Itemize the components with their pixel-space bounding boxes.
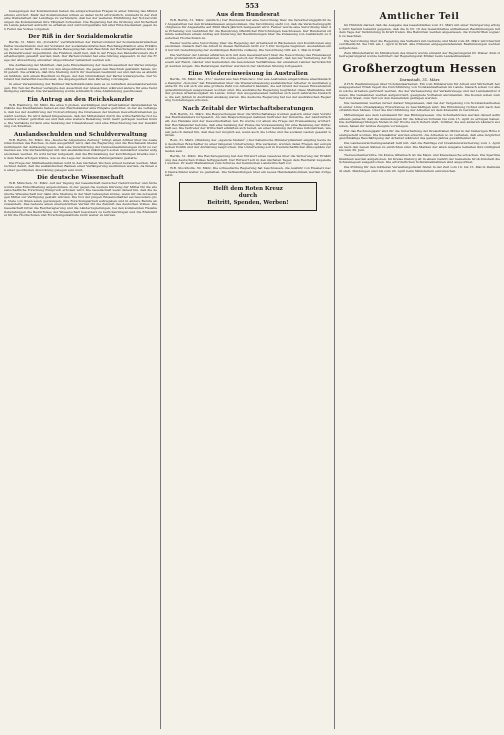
article-paragraph: Die Prüfung für den mittleren Verwaltungsdienst findet in der Zeit vom 10. bis 15. Mai in Darmstadt statt. Meldungen sind bis zum 20. April beim Ministerium einzureichen. — [339, 165, 500, 173]
article-paragraph: Die Gemeinden werden ferner darauf hingewiesen, daß bei der Vergebung von Notstandsarbeiten in erster Linie ortsansässige Erwerbslose zu beschäftigen sind. Die Entlohnung richtet sich nach den ortsüblichen Sätzen. Über die Durchführung der Arbeiten ist dem Kreisamt zu berichten. — [339, 101, 500, 113]
article-paragraph: Die Verordnung über die Regelung des Verkehrs mit Getreide und Mehl vom 28. März wird hiermit veröffentlicht. Sie tritt am 1. April in Kraft. Alle früheren entgegenstehenden Bestimmungen werden aufgehoben. — [339, 38, 500, 50]
article-paragraph: W.B. Berlin, 30. März. Die „Deutsche Allgemeine Zeitung“ bringt einen Artikel über die Auslandsschulden des Reiches, in dem ausgeführt wird, daß die Regierung und die Reichsbank übereinstimmend der Auffassung seien, daß eine Verschärfung der Devisenbestimmungen nicht zu vermeiden sei. Die Verhandlungen mit den ausländischen Gläubigern sollen demnächst wieder aufgenommen werden. Es wird ferner mitgeteilt, daß die Rückzahlung der kurzfristigen Kredite nur in dem Maße erfolgen könne, wie es die Lage der deutschen Zahlungsbilanz gestatte. — [4, 137, 157, 160]
article — [4, 97, 157, 129]
article-heading: Ein Antrag an den Reichskanzler — [27, 96, 134, 103]
column-divider — [160, 10, 161, 729]
article-paragraph: Im Hinblick darauf, daß die Ausgabe des Gesetzblattes vom 31. März mit einer Verzögerung erfolgt, wird hiermit bekannt gegeben, daß die in Nr. 16 des Gesetzblattes enthaltenen Bestimmungen mit dem Tage der Verkündung in Kraft treten. Die Behörden werden angewiesen, die Vorschriften sogleich zu beachten. — [339, 23, 500, 38]
article-paragraph: Die Frage der Stillhalteabkommen wird in den nächsten Wochen erneut beraten werden. Man rechnet damit, daß die ausländischen Banken einer Verlängerung zustimmen werden, da ihnen an einer geordneten Abwicklung gelegen sein muß. — [4, 160, 157, 172]
article-paragraph: Zum Ministerialrat im Ministerium des Innern wurde ernannt der Regierungsrat Dr. Weber. Zum Oberregierungsrat wurde befördert der Regierungsrat Müller beim Landesfinanzamt. — [339, 50, 500, 59]
page-number: 553 — [245, 2, 259, 10]
column-right — [339, 10, 500, 729]
article — [339, 12, 500, 59]
advertisement-line: Beitritt, Spenden, Werben! — [207, 200, 289, 207]
article-paragraph: Die Auffassung der Mehrheit, daß jede Einzelmeinung der Geschlossenheit der Partei untergeordnet werden müsse, wird von den Abgeordneten, die gegen den Beschluß gestimmt haben, nicht geteilt. Sie erklären, daß ihre Stellung durch ihr Gewissen bestimmt sei und daß sie es ablehnen müßten, sich einem Beschluß zu fügen, der den Grundsätzen der Partei widerspreche. Der Vorstand hat daraufhin beschlossen, die Angelegenheit dem Parteitag vorzulegen. — [4, 63, 157, 82]
column-divider — [334, 10, 335, 729]
article-paragraph: Die Vertreter der Länder erklärten sich mit dem Gesetzentwurf über die Neuordnung des Finanzausgleichs grundsätzlich einverstanden. Es wurde jedoch der Wunsch geäußert, daß bei der Verteilung der Steuern auf Reich, Länder und Gemeinden die besonderen Verhältnisse der einzelnen Länder berücksichtigt werden mögen. Die Beratungen darüber werden in der nächsten Sitzung fortgesetzt. — [165, 52, 331, 68]
advertisement-line: durch — [238, 192, 258, 199]
article-paragraph: Rom, 31. März. (Meldung der „Agenzia Stefani“.) Der italienische Ministerpräsident empfing heute den deutschen Botschafter zu einer längeren Unterredung. Wie verlautet, wurden dabei Fragen der europäischen Politik und der Abrüstung besprochen. Die Unterredung soll in freundschaftlicher Atmosphäre verlaufen sein. — [165, 138, 331, 153]
article-paragraph: Z.H.N. Bestimmungen über Notstandsarbeiten. Ein vom Ministerium für Arbeit und Wirtschaft herausgegebener Erlaß regelt die Durchführung von Notstandsarbeiten im Lande. Danach sollen vor allem solche Arbeiten gefördert werden, die der Verbesserung der Verkehrswege und der Landeskultur dienen. Die Gemeinden werden aufgefordert, geeignete Vorhaben anzumelden. Die Kosten sollen zum Teil vom Staat, zum Teil von den Gemeinden getragen werden. — [339, 81, 500, 101]
article-heading: Nach Zeitabl der Wirtschaftsberatungen — [182, 105, 314, 112]
article-heading: Auslandsschulden und Schuldverwaltung — [14, 131, 147, 138]
article — [165, 12, 331, 68]
article-paragraph: W.B. Stockholm, 30. März. Die schwedische Regierung hat beschlossen, die Ausfuhr von Eisenerz nach Deutschland weiter zu gestatten. Die Verhandlungen über ein neues Handelsabkommen werden fortgesetzt. — [165, 166, 331, 178]
article-heading: Aus dem Bundesrat — [216, 12, 280, 18]
article-paragraph: Berlin, 31. März. Die Reichsregierung hat den Entwurf eines Gesetzes über die Sicherung der Ernährung des deutschen Volkes fertiggestellt. Der Entwurf soll in den nächsten Tagen dem Reichsrat zugeleitet werden. Er sieht Maßnahmen zum Schutze der heimischen Landwirtschaft vor. — [165, 153, 331, 166]
article — [165, 71, 331, 103]
column-middle — [165, 10, 331, 729]
article-heading: Amtlicher Teil — [379, 12, 460, 22]
article — [4, 132, 157, 172]
article-paragraph: Berlin, 31. März. Im „Vorwärts“ veröffentlichen der Parteivorstand der Sozialdemokratischen Partei Deutschlands und der Vorstand der sozialdemokratischen Reichstagsfraktion eine Erklärung, in der es heißt: Die sozialistische Bewegung hat dem Beschluß der Reichstagsfraktion über den Panzerkreuzer zugestimmt, die Fraktion stellt fest, daß in der Frage des Panzerkreuzers die Parteidisziplin gewahrt werden muß. Der Parteivorstand hat eine Sitzung angesetzt, in der die Frage der Abweichung einzelner Abgeordneter behandelt werden soll. — [4, 40, 157, 63]
article — [4, 10, 157, 31]
red-cross-advertisement — [179, 182, 317, 212]
article-paragraph: W.B. München, 31. März. Auf der Tagung der Gesellschaft deutscher Naturforscher und Ärzte wurde eine Entschließung angenommen, in der gegen die weitere Kürzung der Mittel für die wissenschaftliche Forschung Einspruch erhoben wird. Die Gesellschaft weist darauf hin, daß die deutsche Wissenschaft nur dann ihre Stellung in der Welt behaupten könne, wenn ihr die notwendigen Mittel zur Verfügung gestellt würden. Die Not der jungen Wissenschaftler sei besonders groß. Viele von ihnen seien gezwungen, ihre Forschungsarbeit aufzugeben und in andere Berufe abzuwandern. Das bedeute einen unersetzlichen Verlust für die Zukunft des deutschen Volkes. Die Gesellschaft bittet die Reichsregierung und die Länderregierungen, bei den kommenden Haushaltsberatungen die Bedürfnisse der Wissenschaft besonders zu berücksichtigen und die Etatsmittel für die Hochschulen und Forschungsinstitute nicht weiter zu kürzen. — [4, 181, 157, 218]
article-heading: Großherzogtum Hessen — [342, 61, 497, 75]
article-paragraph: Tierseuchenberichte. Im Kreise Offenbach ist die Maul- und Klauenseuche erloschen. Die Sperrmaßnahmen werden aufgehoben. Im Kreise Dieburg ist in einem Gehöft der Gemeinde Groß-Umstadt die Schweinepest ausgebrochen. Die erforderlichen Schutzmaßnahmen sind angeordnet. — [339, 153, 500, 165]
article-heading: Der Riß in der Sozialdemokratie — [28, 34, 133, 41]
article-heading: Eine Wiedereinweisung in Australien — [188, 71, 308, 78]
article-paragraph: Die Landesversicherungsanstalt teilt mit, daß die Beiträge zur Invalidenversicherung vom 1. April an nach den neuen Sätzen zu entrichten sind. Die Marken der alten Ausgabe behalten ihre Gültigkeit bis zum 30. Juni. — [339, 141, 500, 153]
article — [4, 34, 157, 94]
article-paragraph: bewegungen der Kommunisten haben die entsprechenden Fragen in einer Sitzung des Ministeriums erörtert. Mehr der Kommunisten schien es daher nicht erforderlich, nunmehr in der Zeit eine Weiterarbeit der Landtage zu verhindern, daß bei der weiteren Einführung der Notverordnungen die Kommunisten ihre Tätigkeit fortsetzen. Die Regierung hat die Ordnung und Sicherheit im Lande jederzeit aufrecht zu erhalten und wird nötigenfalls mit aller Entschiedenheit gegen den Feind des Volkes vorgehen. — [4, 10, 157, 31]
article — [165, 106, 331, 178]
advertisement-line: Helft dem Roten Kreuz — [213, 185, 283, 192]
article — [165, 182, 331, 212]
article-paragraph: Für das Rechnungsjahr sind für die Unterhaltung der Kreisstraßen Mittel in der bisherigen Höhe bereitgestellt worden. Die Kreisämter werden ersucht, die Arbeiten so zu verteilen, daß eine möglichst gleichmäßige Beschäftigung der Arbeiter während des ganzen Jahres gewährleistet ist. — [339, 128, 500, 141]
article-paragraph: Mitteilungen aus dem Landesamt für das Bildungswesen. Die Schulbehörden werden darauf aufmerksam gemacht, daß die Anmeldungen für die höheren Schulen bis zum 15. April zu erfolgen haben. Die Aufnahmeprüfungen finden in der Woche nach Ostern statt. Schüler, die aus anderen Ländern zuziehen, haben ihr letztes Zeugnis vorzulegen. — [339, 113, 500, 128]
article-paragraph: Weiter wurde eine Verordnung über die Regelung der Arbeitszeit in Bäckereien und Konditoreien angenommen. Danach darf die Arbeit in diesen Betrieben nicht vor 5 Uhr morgens beginnen. Ausnahmen sind nur mit Genehmigung der zuständigen Behörde zulässig. Die Verordnung tritt am 1. Mai in Kraft. — [165, 40, 331, 52]
article — [339, 62, 500, 174]
article — [4, 175, 157, 217]
column-left — [4, 10, 157, 729]
article-paragraph: W.B. Hamburg, 30. März. Die etwa 3 großen, werktätigen und Arbeitnehmer darstellenden Verbände des Kleinhandels haben an den Reichskanzler eine Eingabe gerichtet, in der sie verlangen, daß bei der Ausführung der Notverordnung die Interessen der kleinen Gewerbetreibenden gewahrt werden. Es wird darauf hingewiesen, daß der Mittelstand durch die wirtschaftliche Not besonders schwer getroffen sei und daß eine weitere Belastung nicht mehr getragen werden könne. Die Verbände fordern eine Senkung der Umsatzsteuer und eine Erleichterung bei der Gewährung von Krediten. — [4, 102, 157, 129]
dateline: Darmstadt, 31. März — [399, 76, 440, 82]
article-heading: Die deutsche Wissenschaft — [37, 175, 124, 182]
article-paragraph: W.B. Berlin, 31. März. Die Besprechungen über die Wirtschaftslage wurden gestern unter dem Vorsitz des Reichskanzlers fortgesetzt. An den Besprechungen nahmen Vertreter der Industrie, der Landwirtschaft, des Handels und der Gewerkschaften teil. Es wurde vor allem die Frage der Preissenkung erörtert. Der Reichskanzler betonte, daß eine Senkung der Preise die Voraussetzung für eine Belebung der Wirtschaft sei. Die Vertreter der Wirtschaft erklärten sich bereit, an einer Senkung der Preise mitzuwirken, wiesen jedoch darauf hin, daß dies nur möglich sei, wenn auch die Löhne und die sozialen Lasten gesenkt würden. — [165, 111, 331, 138]
article-paragraph: In einer Versammlung der Berliner Parteifunktionäre kam es zu lebhaften Auseinandersetzungen. Ein Teil der Redner verlangte den Ausschluß der Abweichler, während andere für eine Verständigung eintraten. Die Versammlung wurde schließlich ohne Abstimmung geschlossen. — [4, 82, 157, 94]
article-paragraph: W.B. Berlin, 31. März. (Amtlich.) Der Bundesrat hat eine Verordnung über die Versicherungspflicht der Angestellten bei den Krankenkassen angenommen. Die Verordnung sieht vor, daß die Versicherungspflichtgrenze für Angestellte auf 3600 Mark jährlich festgesetzt wird. Ferner wurde eine Verordnung über die Erhebung von Gebühren für die Benutzung öffentlicher Einrichtungen beschlossen. Der Bundesrat stimmte außerdem einem Antrag auf Änderung der Bestimmungen über die Zulassung von Ausländern zu deutschen Hochschulen zu. — [165, 18, 331, 40]
article-paragraph: Berlin, 30. März. Die „T.U.“ meldet aus San Francisco: Der aus Australien eingetroffene amerikanische Dampfer „Sonoma“ hat Einzelheiten über die Wiedereinweisung ausländischer Arbeiter in Australien gebracht. Es soll sich um eine größere Zahl von Arbeitern handeln, die auf Grund der neuen Einwanderungsbestimmungen ausgewiesen worden sind. Die australische Regierung begründet diese Maßnahme mit der großen Arbeitslosigkeit im Lande. Unter den Ausgewiesenen befinden sich auch zahlreiche Deutsche, die seit Jahren in Australien ansässig waren. Die deutsche Regierung hat bei der australischen Regierung Vorstellungen erhoben. — [165, 77, 331, 103]
